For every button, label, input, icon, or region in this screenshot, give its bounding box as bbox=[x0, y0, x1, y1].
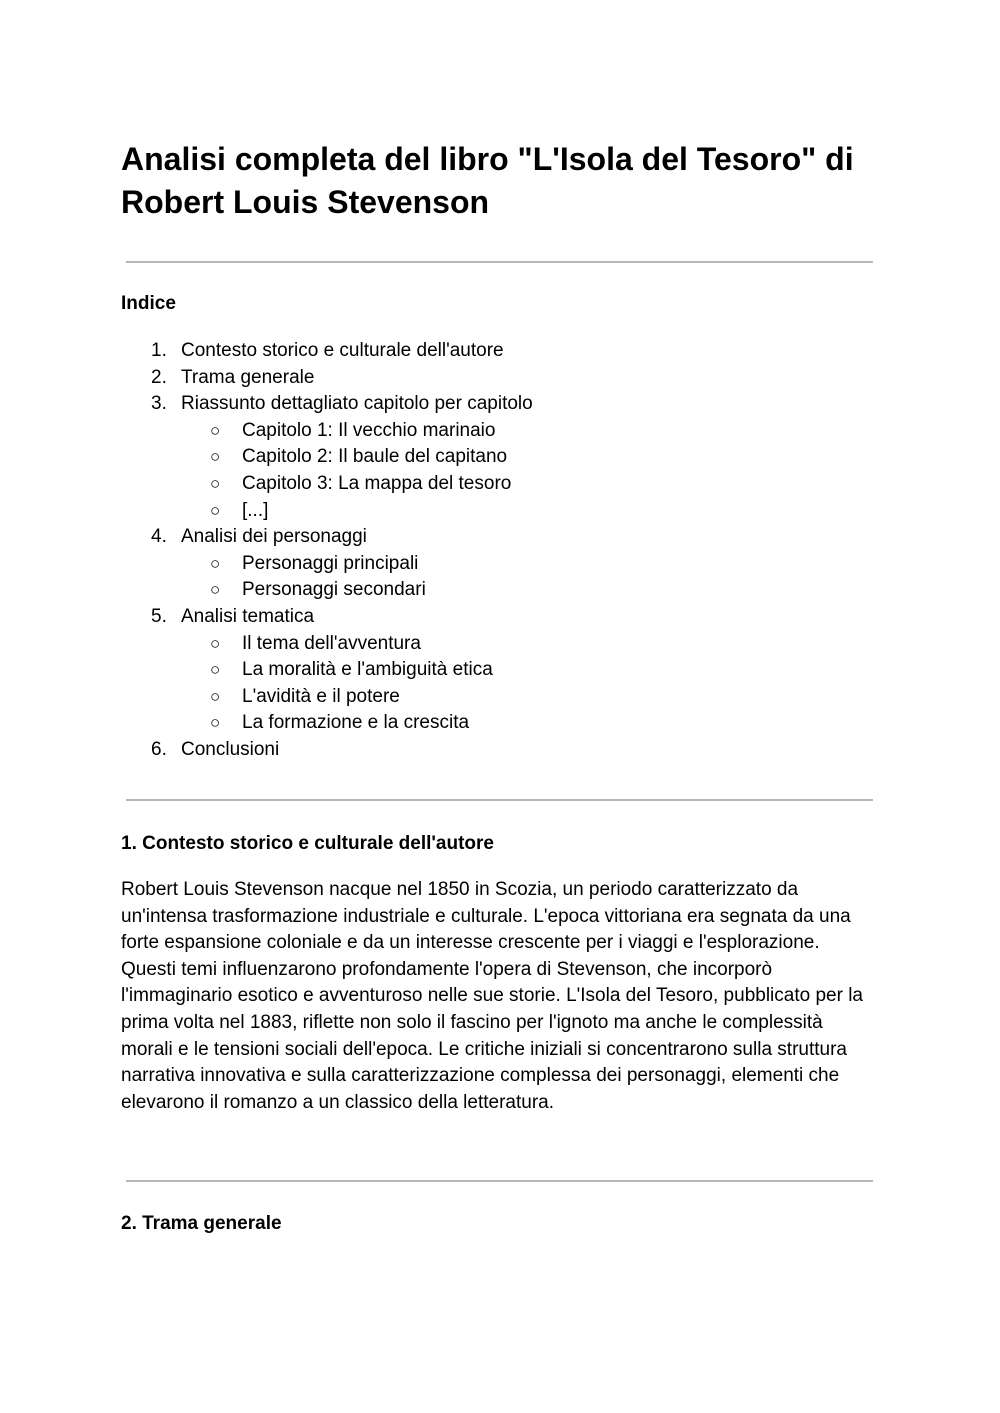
circle-bullet-icon: ○ bbox=[210, 580, 221, 600]
circle-bullet-icon: ○ bbox=[210, 686, 221, 706]
toc-subitem-label: Personaggi principali bbox=[242, 552, 419, 574]
section-2-heading: 2. Trama generale bbox=[121, 1213, 282, 1234]
index-heading: Indice bbox=[121, 293, 176, 314]
toc-subitem[interactable] bbox=[121, 577, 821, 604]
toc-item-label: Conclusioni bbox=[181, 738, 280, 760]
toc-subitem[interactable] bbox=[121, 551, 821, 578]
toc-subitem-label: Capitolo 1: Il vecchio marinaio bbox=[242, 419, 496, 441]
toc-item-number: 3. bbox=[151, 393, 167, 415]
circle-bullet-icon: ○ bbox=[210, 713, 221, 733]
document-title: Analisi completa del libro "L'Isola del Tesoro" di Robert Louis Stevenson bbox=[121, 141, 854, 220]
toc-item-number: 2. bbox=[151, 366, 167, 388]
toc-subitem-label: Il tema dell'avventura bbox=[242, 632, 421, 654]
toc-subitem-label: L'avidità e il potere bbox=[242, 685, 400, 707]
toc-item-label: Analisi tematica bbox=[181, 605, 315, 627]
toc-subitem[interactable] bbox=[121, 684, 821, 711]
toc-item-number: 4. bbox=[151, 526, 167, 548]
toc-item[interactable] bbox=[121, 737, 821, 764]
horizontal-rule bbox=[126, 261, 873, 263]
toc-subitem-label: Personaggi secondari bbox=[242, 579, 426, 601]
toc-subitem-label: Capitolo 2: Il baule del capitano bbox=[242, 446, 508, 468]
horizontal-rule bbox=[126, 799, 873, 801]
toc-subitem-label: La moralità e l'ambiguità etica bbox=[242, 659, 493, 681]
table-of-contents bbox=[121, 338, 821, 764]
toc-subitem-label: Capitolo 3: La mappa del tesoro bbox=[242, 472, 512, 494]
toc-item[interactable] bbox=[121, 524, 821, 551]
circle-bullet-icon: ○ bbox=[210, 500, 221, 520]
toc-item[interactable] bbox=[121, 604, 821, 631]
circle-bullet-icon: ○ bbox=[210, 633, 221, 653]
toc-subitem[interactable] bbox=[121, 657, 821, 684]
toc-item-label: Analisi dei personaggi bbox=[181, 526, 367, 548]
toc-item-number: 5. bbox=[151, 605, 167, 627]
toc-subitem-label: [...] bbox=[242, 499, 269, 521]
toc-item[interactable] bbox=[121, 391, 821, 418]
circle-bullet-icon: ○ bbox=[210, 660, 221, 680]
circle-bullet-icon: ○ bbox=[210, 473, 221, 493]
toc-item[interactable] bbox=[121, 338, 821, 365]
toc-item[interactable] bbox=[121, 365, 821, 392]
section-1-heading: 1. Contesto storico e culturale dell'autore bbox=[121, 833, 494, 854]
circle-bullet-icon: ○ bbox=[210, 553, 221, 573]
horizontal-rule bbox=[126, 1180, 873, 1182]
toc-subitem[interactable] bbox=[121, 631, 821, 658]
circle-bullet-icon: ○ bbox=[210, 447, 221, 467]
circle-bullet-icon: ○ bbox=[210, 420, 221, 440]
toc-item-label: Contesto storico e culturale dell'autore bbox=[181, 340, 504, 361]
section-1-paragraph: Robert Louis Stevenson nacque nel 1850 in Scozia, un periodo caratterizzato da un'intensa trasformazione industriale e culturale. L'epoca vittoriana era segnata da una forte espansione coloniale e da un interesse crescente per i viaggi e l'esplorazione. Questi temi influenzarono profondamente l'opera di Stevenson, che incorporò l'immaginario esotico e avventuroso nelle sue storie. L'Isola del Tesoro, pubblicato per la prima volta nel 1883, riflette non solo il fascino per l'ignoto ma anche le complessità morali e le tensioni sociali dell'epoca. Le critiche iniziali si concentrarono sulla struttura narrativa innovativa e sulla caratterizzazione complessa dei personaggi, elementi che elevarono il romanzo a un classico della letteratura. bbox=[121, 879, 863, 1113]
toc-subitem-label: La formazione e la crescita bbox=[242, 712, 470, 734]
toc-item-label: Trama generale bbox=[181, 366, 315, 388]
toc-subitem[interactable] bbox=[121, 418, 821, 445]
toc-item-label: Riassunto dettagliato capitolo per capitolo bbox=[181, 393, 533, 415]
toc-item-number: 6. bbox=[151, 738, 167, 760]
toc-subitem[interactable] bbox=[121, 444, 821, 471]
toc-subitem[interactable] bbox=[121, 498, 821, 525]
toc-subitem[interactable] bbox=[121, 710, 821, 737]
toc-subitem[interactable] bbox=[121, 471, 821, 498]
toc-item-number: 1. bbox=[151, 340, 167, 361]
